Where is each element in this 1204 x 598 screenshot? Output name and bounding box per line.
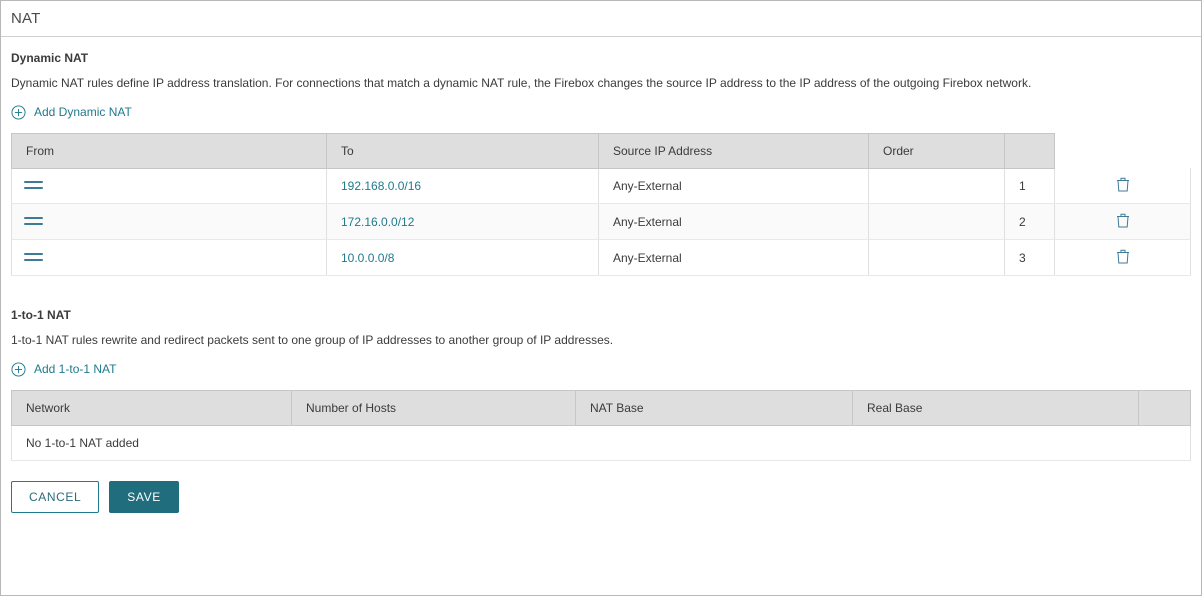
dynamic-nat-rule-link[interactable]: 172.16.0.0/12 [341,214,415,229]
form-actions [11,481,1191,513]
trash-icon[interactable] [1116,212,1130,228]
save-button[interactable]: SAVE [109,481,179,513]
trash-icon[interactable] [1116,248,1130,264]
row-delete-cell [1055,240,1191,276]
column-header-real-base: Real Base [853,390,1139,425]
one-to-one-nat-header-row [12,390,1191,425]
column-header-actions [1005,133,1055,168]
row-source-ip-cell [869,240,1005,276]
row-from-cell [327,168,599,204]
row-source-ip-cell [869,168,1005,204]
row-order-cell: 1 [1005,168,1055,204]
dynamic-nat-heading: Dynamic NAT [11,51,89,65]
table-row [12,240,1191,276]
add-dynamic-nat-label: Add Dynamic NAT [34,105,132,120]
add-one-to-one-nat-button[interactable] [11,362,116,377]
row-order-cell: 2 [1005,204,1055,240]
add-dynamic-nat-button[interactable] [11,105,132,120]
add-one-to-one-nat-label: Add 1-to-1 NAT [34,362,117,377]
table-row [12,204,1191,240]
dynamic-nat-description: Dynamic NAT rules define IP address translation. For connections that match a dynamic NAT rule, the Firebox changes the source IP address to the IP address of the outgoing Firebox network. [11,76,1032,90]
table-empty-row [12,425,1191,460]
plus-circle-icon [11,362,26,377]
drag-handle-icon[interactable] [24,253,43,262]
one-to-one-nat-table [11,390,1191,461]
row-drag-cell [12,204,327,240]
column-header-actions [1139,390,1191,425]
table-row [12,168,1191,204]
column-header-nat-base: NAT Base [576,390,853,425]
plus-circle-icon [11,105,26,120]
row-delete-cell [1055,204,1191,240]
drag-handle-icon[interactable] [24,181,43,190]
dynamic-nat-rule-link[interactable]: 192.168.0.0/16 [341,178,422,193]
trash-icon[interactable] [1116,176,1130,192]
column-header-number-of-hosts: Number of Hosts [292,390,576,425]
row-to-cell: Any-External [599,168,869,204]
one-to-one-nat-heading: 1-to-1 NAT [11,308,71,323]
row-order-cell: 3 [1005,240,1055,276]
one-to-one-nat-description: 1-to-1 NAT rules rewrite and redirect packets sent to one group of IP addresses to another group of IP addresses. [11,333,614,348]
row-to-cell: Any-External [599,240,869,276]
drag-handle-icon[interactable] [24,217,43,226]
row-source-ip-cell [869,204,1005,240]
column-header-to: To [327,133,599,168]
column-header-order: Order [869,133,1005,168]
row-to-cell: Any-External [599,204,869,240]
column-header-from: From [12,133,327,168]
page-title: NAT [1,1,1201,37]
page-content [1,51,1201,513]
row-delete-cell [1055,168,1191,204]
dynamic-nat-table [11,133,1191,277]
dynamic-nat-header-row [12,133,1191,168]
cancel-button[interactable]: CANCEL [11,481,99,513]
column-header-source-ip: Source IP Address [599,133,869,168]
row-from-cell [327,204,599,240]
dynamic-nat-rule-link[interactable]: 10.0.0.0/8 [341,250,395,265]
one-to-one-nat-empty-message: No 1-to-1 NAT added [12,425,1191,460]
row-drag-cell [12,168,327,204]
row-from-cell [327,240,599,276]
row-drag-cell [12,240,327,276]
column-header-network: Network [12,390,292,425]
